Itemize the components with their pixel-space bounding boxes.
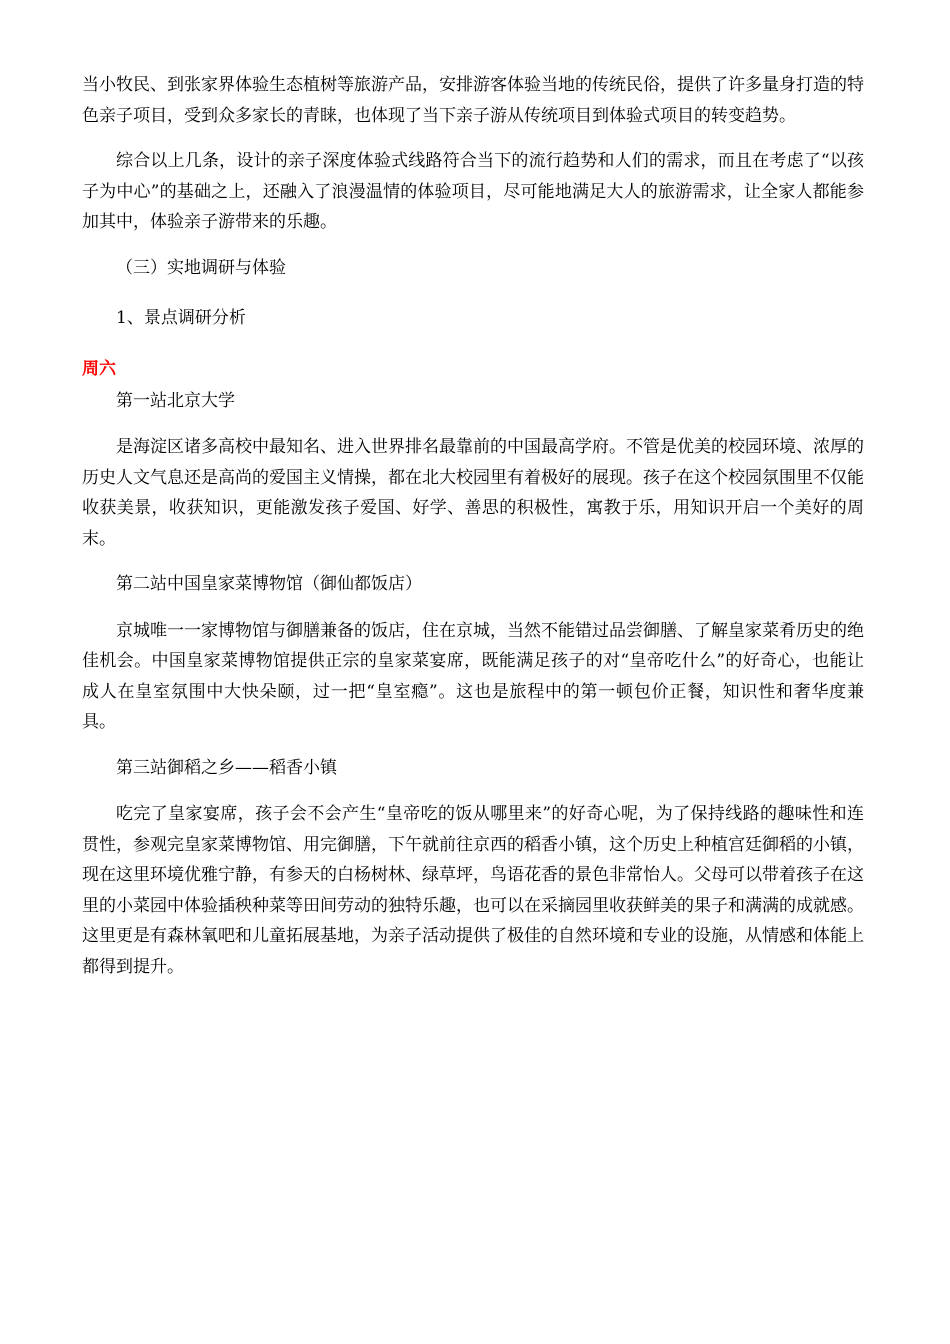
- paragraph-summary: 综合以上几条，设计的亲子深度体验式线路符合当下的流行趋势和人们的需求，而且在考虑了“以孩子为中心”的基础之上，还融入了浪漫温情的体验项目，尽可能地满足大人的旅游需求，让全家人都能参加其中，体验亲子游带来的乐趣。: [82, 151, 864, 232]
- section-heading: （三）实地调研与体验: [116, 257, 286, 278]
- station-1-title: 第一站北京大学: [116, 390, 235, 411]
- station-1-body: 是海淀区诸多高校中最知名、进入世界排名最靠前的中国最高学府。不管是优美的校园环境、浓厚的历史人文气息还是高尚的爱国主义情操，都在北大校园里有着极好的展现。孩子在这个校园氛围里不仅能收获美景，收获知识，更能激发孩子爱国、好学、善思的积极性，寓教于乐，用知识开启一个美好的周末。: [82, 437, 864, 549]
- paragraph-continued: 当小牧民、到张家界体验生态植树等旅游产品，安排游客体验当地的传统民俗，提供了许多量身打造的特色亲子项目，受到众多家长的青睐，也体现了当下亲子游从传统项目到体验式项目的转变趋势。: [82, 75, 864, 126]
- subsection-heading: 1、景点调研分析: [116, 308, 246, 328]
- document-page: [82, 70, 864, 997]
- station-3-title: 第三站御稻之乡——稻香小镇: [116, 757, 337, 778]
- day-label: 周六: [82, 358, 116, 379]
- station-2-body: 京城唯一一家博物馆与御膳兼备的饭店，住在京城，当然不能错过品尝御膳、了解皇家菜肴历史的绝佳机会。中国皇家菜博物馆提供正宗的皇家菜宴席，既能满足孩子的对“皇帝吃什么”的好奇心，也能让成人在皇室氛围中大快朵颐，过一把“皇室瘾”。这也是旅程中的第一顿包价正餐，知识性和奢华度兼具。: [82, 620, 864, 732]
- station-3-body: 吃完了皇家宴席，孩子会不会产生“皇帝吃的饭从哪里来”的好奇心呢，为了保持线路的趣味性和连贯性，参观完皇家菜博物馆、用完御膳，下午就前往京西的稻香小镇，这个历史上种植宫廷御稻的小镇，现在这里环境优雅宁静，有参天的白杨树林、绿草坪，鸟语花香的景色非常怡人。父母可以带着孩子在这里的小菜园中体验插秧种菜等田间劳动的独特乐趣，也可以在采摘园里收获鲜美的果子和满满的成就感。这里更是有森林氧吧和儿童拓展基地，为亲子活动提供了极佳的自然环境和专业的设施，从情感和体能上都得到提升。: [82, 804, 864, 977]
- station-2-title: 第二站中国皇家菜博物馆（御仙都饭店）: [116, 574, 422, 594]
